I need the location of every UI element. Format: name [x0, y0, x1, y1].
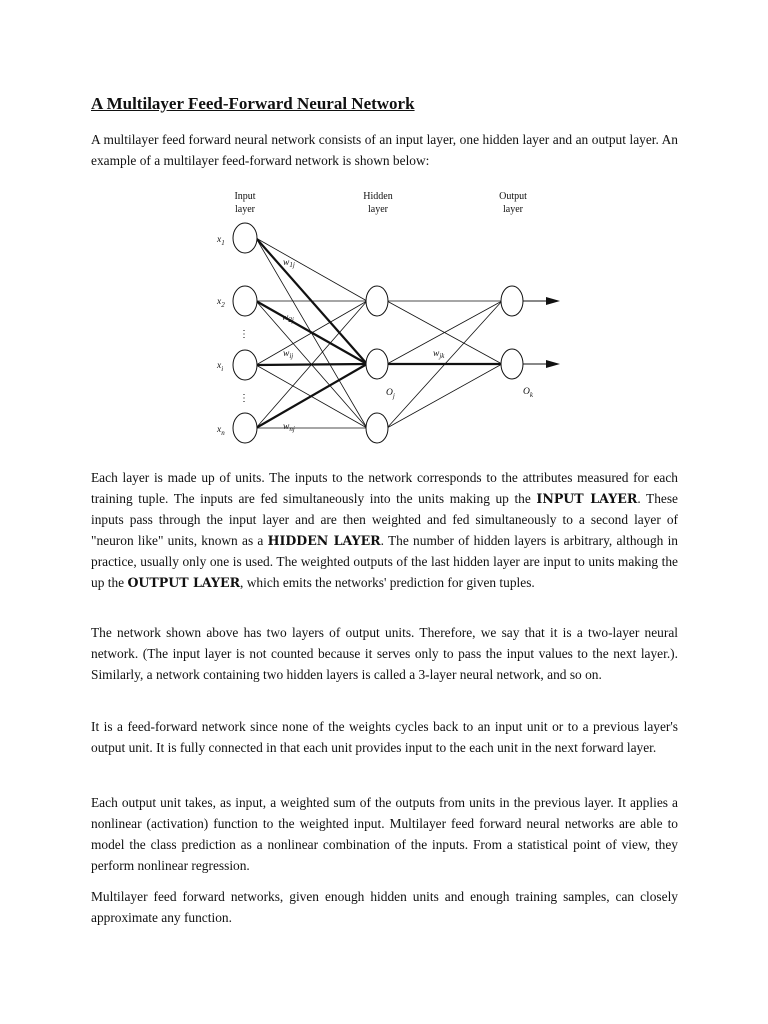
output-symbol-ok: $O_k$: [523, 387, 533, 399]
output-unit-paragraph: Each output unit takes, as input, a weighted sum of the outputs from units in the previous layer. It applies a nonlinear (activation) function to the weighted input. Multilayer feed forward neural networks are able to model the class prediction as a nonlinear combination of the inputs. From a statistical point of view, they perform nonlinear regression.: [91, 795, 678, 873]
input-unit-4: [233, 413, 257, 443]
input-layer-label-line2: layer: [235, 204, 255, 215]
ellipsis-upper: ⋮: [239, 329, 249, 340]
input-layer-label-line1: Input: [234, 191, 256, 202]
input-unit-1: [233, 223, 257, 253]
page-title: A Multilayer Feed-Forward Neural Network: [91, 94, 415, 113]
layers-text-3: . The number of hidden layers is arbitrary, although in practice, usually only one is used. The weighted outputs of the last hidden layer are input to units making the up the: [91, 533, 678, 590]
input-layer-term: INPUT LAYER: [536, 491, 638, 506]
input-unit-2: [233, 286, 257, 316]
weight-symbol-w2j: $w_{2j}$: [282, 313, 294, 324]
input-symbol-xi: $x_i$: [217, 361, 224, 373]
approximation-paragraph: Multilayer feed forward networks, given enough hidden units and enough training samples, can closely approximate any function.: [91, 889, 678, 925]
weight-symbol-wij: $w_{ij}$: [283, 349, 294, 360]
hidden-unit-3: [366, 413, 388, 443]
feed-forward-paragraph: It is a feed-forward network since none of the weights cycles back to an input unit or to a previous layer's output unit. It is fully connected in that each unit provides input to the each unit in the next forward layer.: [91, 719, 678, 755]
output-unit-2: [501, 349, 523, 379]
weight-symbol-w1j: $w_{1j}$: [283, 258, 295, 269]
intro-paragraph: A multilayer feed forward neural network consists of an input layer, one hidden layer and an output layer. An example of a multilayer feed-forward network is shown below:: [91, 132, 678, 168]
input-symbol-xn: $x_n$: [217, 425, 225, 437]
hidden-layer-label-line2: layer: [368, 204, 388, 215]
output-layer-term: OUTPUT LAYER: [127, 575, 241, 590]
ellipsis-lower: ⋮: [239, 393, 249, 404]
edge-hidden3-output2: [387, 364, 502, 428]
neural-network-diagram: [0, 0, 768, 460]
layers-text-2: . These inputs pass through the input layer and are then weighted and fed simultaneously to a second layer of "neuron like" units, known as a: [91, 491, 678, 548]
edge-input1-hidden1: [256, 238, 367, 301]
input-symbol-x2: $x_2$: [217, 297, 225, 309]
input-symbol-x1: $x_1$: [217, 235, 225, 247]
hidden-unit-2: [366, 349, 388, 379]
output-symbol-oj: $O_j$: [386, 388, 395, 400]
layers-text-1: Each layer is made up of units. The inputs to the network corresponds to the attributes measured for each training tuple. The inputs are fed simultaneously into the units making up the: [91, 470, 678, 506]
hidden-layer-term: HIDDEN LAYER: [267, 533, 381, 548]
layers-text-4: , which emits the networks' prediction for given tuples.: [240, 575, 535, 590]
layers-paragraph: [91, 467, 678, 593]
input-unit-3: [233, 350, 257, 380]
weight-symbol-wjk: $w_{jk}$: [433, 349, 445, 360]
output-arrow-head-2: [546, 360, 560, 368]
two-layer-paragraph: The network shown above has two layers of output units. Therefore, we say that it is a two-layer neural network. (The input layer is not counted because it serves only to pass the input values to the next layer.). Similarly, a network containing two hidden layers is called a 3-layer neural network, and so on.: [91, 625, 678, 682]
output-arrow-head-1: [546, 297, 560, 305]
network-units: [233, 223, 560, 443]
output-layer-label-line2: layer: [503, 204, 523, 215]
weight-symbol-wnj: $w_{nj}$: [283, 422, 295, 433]
hidden-layer-label-line1: Hidden: [363, 191, 393, 202]
output-layer-label-line1: Output: [499, 191, 527, 202]
output-unit-1: [501, 286, 523, 316]
hidden-unit-1: [366, 286, 388, 316]
